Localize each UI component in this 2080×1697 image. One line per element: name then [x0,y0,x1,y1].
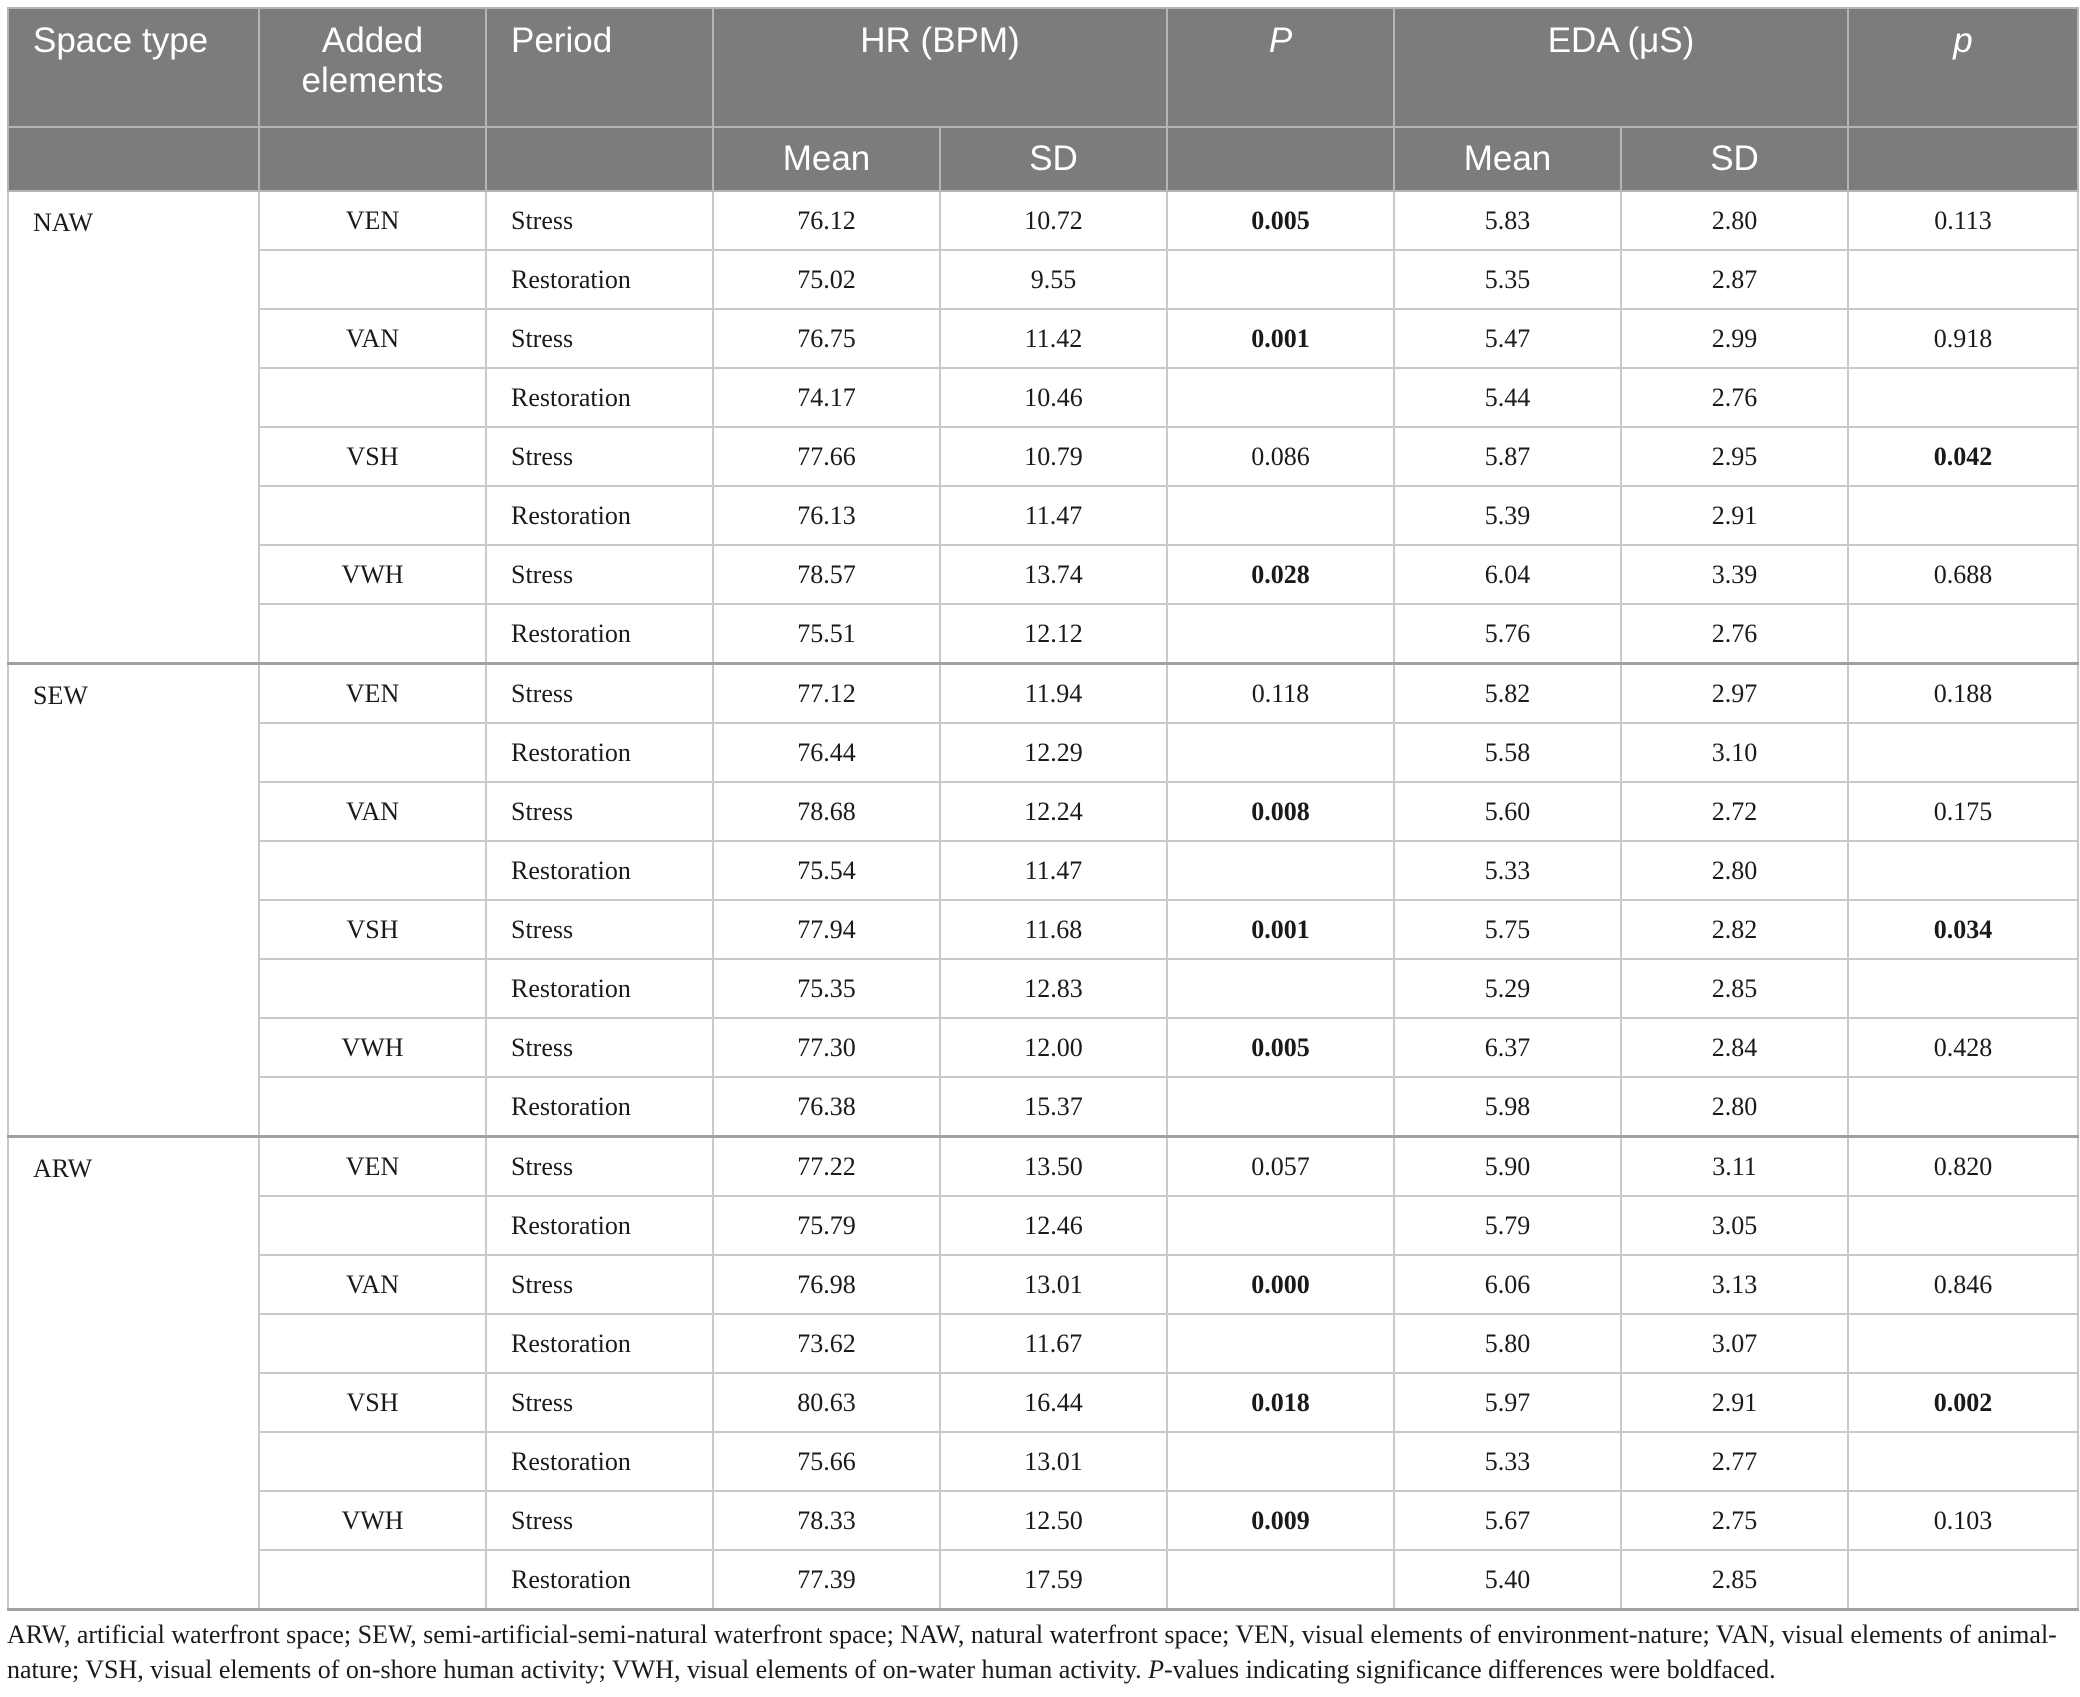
header-hr: HR (BPM) [713,8,1167,127]
header-eda-p: p [1848,8,2078,127]
hr-sd-cell: 12.24 [940,782,1167,841]
eda-p-cell [1848,250,2078,309]
hr-p-cell [1167,959,1394,1018]
period-cell: Stress [486,1137,713,1197]
added-element-cell: VEN [259,664,486,724]
hr-p-cell: 0.018 [1167,1373,1394,1432]
period-cell: Restoration [486,723,713,782]
table-row [8,545,2078,604]
eda-p-cell [1848,723,2078,782]
header-empty [1848,127,2078,191]
hr-p-cell: 0.057 [1167,1137,1394,1197]
hr-sd-cell: 9.55 [940,250,1167,309]
hr-mean-cell: 78.57 [713,545,940,604]
period-cell: Stress [486,664,713,724]
period-cell: Restoration [486,604,713,664]
eda-sd-cell: 2.99 [1621,309,1848,368]
added-element-cell [259,604,486,664]
table-row [8,486,2078,545]
eda-mean-cell: 5.79 [1394,1196,1621,1255]
header-empty [1167,127,1394,191]
period-cell: Restoration [486,486,713,545]
table-row [8,841,2078,900]
hr-p-cell [1167,841,1394,900]
eda-p-cell: 0.688 [1848,545,2078,604]
table-row [8,1432,2078,1491]
hr-p-cell: 0.086 [1167,427,1394,486]
hr-mean-cell: 75.54 [713,841,940,900]
footnote-main: ARW, artificial waterfront space; SEW, semi-artificial-semi-natural waterfront space; NAW, natural waterfront space; VEN, visual elements of environment-nature; VAN, visual elements of animal-nature; VSH, visual elements of on-shore human activity; VWH, visual elements of on-water human activity. [7,1620,2057,1684]
hr-mean-cell: 80.63 [713,1373,940,1432]
hr-p-cell [1167,1077,1394,1137]
hr-p-cell [1167,1432,1394,1491]
eda-sd-cell: 2.80 [1621,841,1848,900]
period-cell: Restoration [486,1314,713,1373]
eda-sd-cell: 3.39 [1621,545,1848,604]
eda-mean-cell: 5.47 [1394,309,1621,368]
hr-sd-cell: 12.29 [940,723,1167,782]
eda-mean-cell: 5.29 [1394,959,1621,1018]
period-cell: Stress [486,427,713,486]
added-element-cell [259,486,486,545]
table-row [8,959,2078,1018]
hr-mean-cell: 73.62 [713,1314,940,1373]
footnote-tail: -values indicating significance differences were boldfaced. [1163,1655,1776,1684]
eda-mean-cell: 5.33 [1394,841,1621,900]
footnote-p-italic: P [1148,1655,1164,1684]
eda-mean-cell: 5.40 [1394,1550,1621,1610]
table-row [8,723,2078,782]
hr-sd-cell: 10.79 [940,427,1167,486]
added-element-cell: VAN [259,782,486,841]
hr-p-cell: 0.001 [1167,900,1394,959]
hr-p-cell [1167,1196,1394,1255]
added-element-cell: VEN [259,1137,486,1197]
eda-mean-cell: 5.75 [1394,900,1621,959]
added-element-cell: VAN [259,1255,486,1314]
eda-p-cell [1848,368,2078,427]
hr-sd-cell: 11.42 [940,309,1167,368]
hr-p-cell [1167,486,1394,545]
added-element-cell [259,723,486,782]
eda-p-cell: 0.034 [1848,900,2078,959]
hr-p-cell: 0.008 [1167,782,1394,841]
hr-mean-cell: 76.44 [713,723,940,782]
hr-sd-cell: 12.46 [940,1196,1167,1255]
table-row [8,900,2078,959]
table-row [8,664,2078,724]
eda-mean-cell: 6.37 [1394,1018,1621,1077]
eda-sd-cell: 2.91 [1621,1373,1848,1432]
added-element-cell: VSH [259,900,486,959]
eda-sd-cell: 2.75 [1621,1491,1848,1550]
added-element-cell [259,1077,486,1137]
eda-sd-cell: 3.13 [1621,1255,1848,1314]
header-eda-mean: Mean [1394,127,1621,191]
header-empty [486,127,713,191]
eda-p-cell [1848,959,2078,1018]
eda-mean-cell: 5.97 [1394,1373,1621,1432]
hr-sd-cell: 16.44 [940,1373,1167,1432]
eda-sd-cell: 2.95 [1621,427,1848,486]
period-cell: Stress [486,545,713,604]
added-element-cell: VEN [259,191,486,250]
period-cell: Stress [486,1018,713,1077]
hr-p-cell [1167,368,1394,427]
hr-sd-cell: 13.74 [940,545,1167,604]
hr-p-cell: 0.005 [1167,1018,1394,1077]
header-hr-mean: Mean [713,127,940,191]
space-type-cell: ARW [8,1137,259,1610]
eda-mean-cell: 5.76 [1394,604,1621,664]
eda-p-cell: 0.113 [1848,191,2078,250]
header-row-2 [8,127,2078,191]
table-row [8,1255,2078,1314]
hr-sd-cell: 13.01 [940,1255,1167,1314]
eda-sd-cell: 2.85 [1621,1550,1848,1610]
eda-sd-cell: 2.77 [1621,1432,1848,1491]
hr-mean-cell: 74.17 [713,368,940,427]
hr-sd-cell: 10.72 [940,191,1167,250]
hr-sd-cell: 11.47 [940,841,1167,900]
eda-sd-cell: 3.07 [1621,1314,1848,1373]
period-cell: Restoration [486,368,713,427]
period-cell: Stress [486,1491,713,1550]
eda-mean-cell: 5.87 [1394,427,1621,486]
added-element-cell: VSH [259,1373,486,1432]
added-element-cell [259,1196,486,1255]
hr-p-cell [1167,250,1394,309]
hr-sd-cell: 11.67 [940,1314,1167,1373]
hr-sd-cell: 15.37 [940,1077,1167,1137]
period-cell: Stress [486,900,713,959]
hr-mean-cell: 77.22 [713,1137,940,1197]
hr-mean-cell: 75.66 [713,1432,940,1491]
hr-sd-cell: 12.50 [940,1491,1167,1550]
eda-sd-cell: 3.10 [1621,723,1848,782]
eda-sd-cell: 3.05 [1621,1196,1848,1255]
eda-p-cell [1848,604,2078,664]
hr-mean-cell: 76.38 [713,1077,940,1137]
added-element-cell: VSH [259,427,486,486]
added-element-cell [259,1550,486,1610]
hr-mean-cell: 77.30 [713,1018,940,1077]
added-element-cell [259,1432,486,1491]
hr-p-cell: 0.000 [1167,1255,1394,1314]
header-hr-p: P [1167,8,1394,127]
hr-sd-cell: 12.00 [940,1018,1167,1077]
table-row [8,250,2078,309]
eda-p-cell [1848,841,2078,900]
eda-sd-cell: 2.82 [1621,900,1848,959]
eda-mean-cell: 5.58 [1394,723,1621,782]
eda-mean-cell: 5.82 [1394,664,1621,724]
period-cell: Stress [486,309,713,368]
hr-sd-cell: 11.68 [940,900,1167,959]
eda-p-cell: 0.188 [1848,664,2078,724]
eda-p-cell [1848,1196,2078,1255]
period-cell: Restoration [486,1077,713,1137]
added-element-cell [259,250,486,309]
added-element-cell: VWH [259,1018,486,1077]
eda-sd-cell: 2.84 [1621,1018,1848,1077]
period-cell: Stress [486,782,713,841]
table-row [8,1077,2078,1137]
eda-sd-cell: 2.76 [1621,604,1848,664]
hr-p-cell: 0.028 [1167,545,1394,604]
eda-sd-cell: 2.85 [1621,959,1848,1018]
eda-p-cell [1848,1432,2078,1491]
table-row [8,604,2078,664]
header-row-1 [8,8,2078,127]
eda-p-cell: 0.846 [1848,1255,2078,1314]
header-period: Period [486,8,713,127]
added-element-cell [259,959,486,1018]
hr-mean-cell: 76.98 [713,1255,940,1314]
period-cell: Restoration [486,250,713,309]
added-element-cell [259,841,486,900]
hr-p-cell: 0.009 [1167,1491,1394,1550]
space-type-cell: NAW [8,191,259,664]
period-cell: Restoration [486,1550,713,1610]
header-added-elements: Added elements [259,8,486,127]
eda-p-cell: 0.918 [1848,309,2078,368]
header-empty [8,127,259,191]
table-row [8,1550,2078,1610]
hr-sd-cell: 10.46 [940,368,1167,427]
period-cell: Stress [486,191,713,250]
header-empty [259,127,486,191]
eda-mean-cell: 6.06 [1394,1255,1621,1314]
hr-sd-cell: 12.83 [940,959,1167,1018]
eda-sd-cell: 2.76 [1621,368,1848,427]
period-cell: Restoration [486,1196,713,1255]
table-body [8,191,2078,1610]
hr-p-cell [1167,723,1394,782]
table-row [8,1314,2078,1373]
eda-p-cell: 0.820 [1848,1137,2078,1197]
eda-p-cell [1848,486,2078,545]
added-element-cell [259,1314,486,1373]
eda-p-cell [1848,1077,2078,1137]
eda-p-cell [1848,1550,2078,1610]
table-row [8,1137,2078,1197]
hr-mean-cell: 75.35 [713,959,940,1018]
hr-sd-cell: 17.59 [940,1550,1167,1610]
table-row [8,368,2078,427]
eda-p-cell: 0.428 [1848,1018,2078,1077]
eda-mean-cell: 5.33 [1394,1432,1621,1491]
eda-sd-cell: 3.11 [1621,1137,1848,1197]
hr-p-cell [1167,1550,1394,1610]
eda-sd-cell: 2.80 [1621,1077,1848,1137]
table-row [8,1373,2078,1432]
space-type-cell: SEW [8,664,259,1137]
eda-sd-cell: 2.91 [1621,486,1848,545]
period-cell: Restoration [486,959,713,1018]
header-hr-sd: SD [940,127,1167,191]
eda-mean-cell: 5.80 [1394,1314,1621,1373]
hr-mean-cell: 77.94 [713,900,940,959]
hr-mean-cell: 76.75 [713,309,940,368]
header-eda: EDA (μS) [1394,8,1848,127]
added-element-cell [259,368,486,427]
table-row [8,1196,2078,1255]
period-cell: Stress [486,1255,713,1314]
hr-sd-cell: 11.94 [940,664,1167,724]
hr-p-cell [1167,1314,1394,1373]
eda-mean-cell: 5.83 [1394,191,1621,250]
eda-p-cell [1848,1314,2078,1373]
eda-mean-cell: 5.35 [1394,250,1621,309]
hr-mean-cell: 75.51 [713,604,940,664]
eda-mean-cell: 5.60 [1394,782,1621,841]
eda-sd-cell: 2.80 [1621,191,1848,250]
table-row [8,191,2078,250]
hr-mean-cell: 75.02 [713,250,940,309]
added-element-cell: VWH [259,545,486,604]
results-table [7,7,2079,1611]
table-row [8,309,2078,368]
header-eda-sd: SD [1621,127,1848,191]
eda-p-cell: 0.103 [1848,1491,2078,1550]
added-element-cell: VAN [259,309,486,368]
eda-mean-cell: 5.39 [1394,486,1621,545]
table-row [8,1491,2078,1550]
hr-mean-cell: 75.79 [713,1196,940,1255]
hr-mean-cell: 77.12 [713,664,940,724]
eda-mean-cell: 5.98 [1394,1077,1621,1137]
period-cell: Restoration [486,841,713,900]
added-element-cell: VWH [259,1491,486,1550]
eda-sd-cell: 2.97 [1621,664,1848,724]
hr-mean-cell: 77.66 [713,427,940,486]
hr-mean-cell: 76.12 [713,191,940,250]
table-footnote [7,1617,2073,1687]
eda-sd-cell: 2.72 [1621,782,1848,841]
table-row [8,427,2078,486]
hr-mean-cell: 76.13 [713,486,940,545]
hr-sd-cell: 13.01 [940,1432,1167,1491]
eda-mean-cell: 5.90 [1394,1137,1621,1197]
table-row [8,1018,2078,1077]
hr-p-cell: 0.118 [1167,664,1394,724]
period-cell: Stress [486,1373,713,1432]
eda-p-cell: 0.042 [1848,427,2078,486]
eda-mean-cell: 5.44 [1394,368,1621,427]
eda-p-cell: 0.002 [1848,1373,2078,1432]
header-space-type: Space type [8,8,259,127]
eda-p-cell: 0.175 [1848,782,2078,841]
hr-mean-cell: 78.68 [713,782,940,841]
table-row [8,782,2078,841]
hr-sd-cell: 11.47 [940,486,1167,545]
hr-p-cell: 0.001 [1167,309,1394,368]
hr-mean-cell: 77.39 [713,1550,940,1610]
hr-sd-cell: 13.50 [940,1137,1167,1197]
eda-sd-cell: 2.87 [1621,250,1848,309]
hr-p-cell: 0.005 [1167,191,1394,250]
hr-sd-cell: 12.12 [940,604,1167,664]
hr-mean-cell: 78.33 [713,1491,940,1550]
hr-p-cell [1167,604,1394,664]
period-cell: Restoration [486,1432,713,1491]
eda-mean-cell: 6.04 [1394,545,1621,604]
eda-mean-cell: 5.67 [1394,1491,1621,1550]
